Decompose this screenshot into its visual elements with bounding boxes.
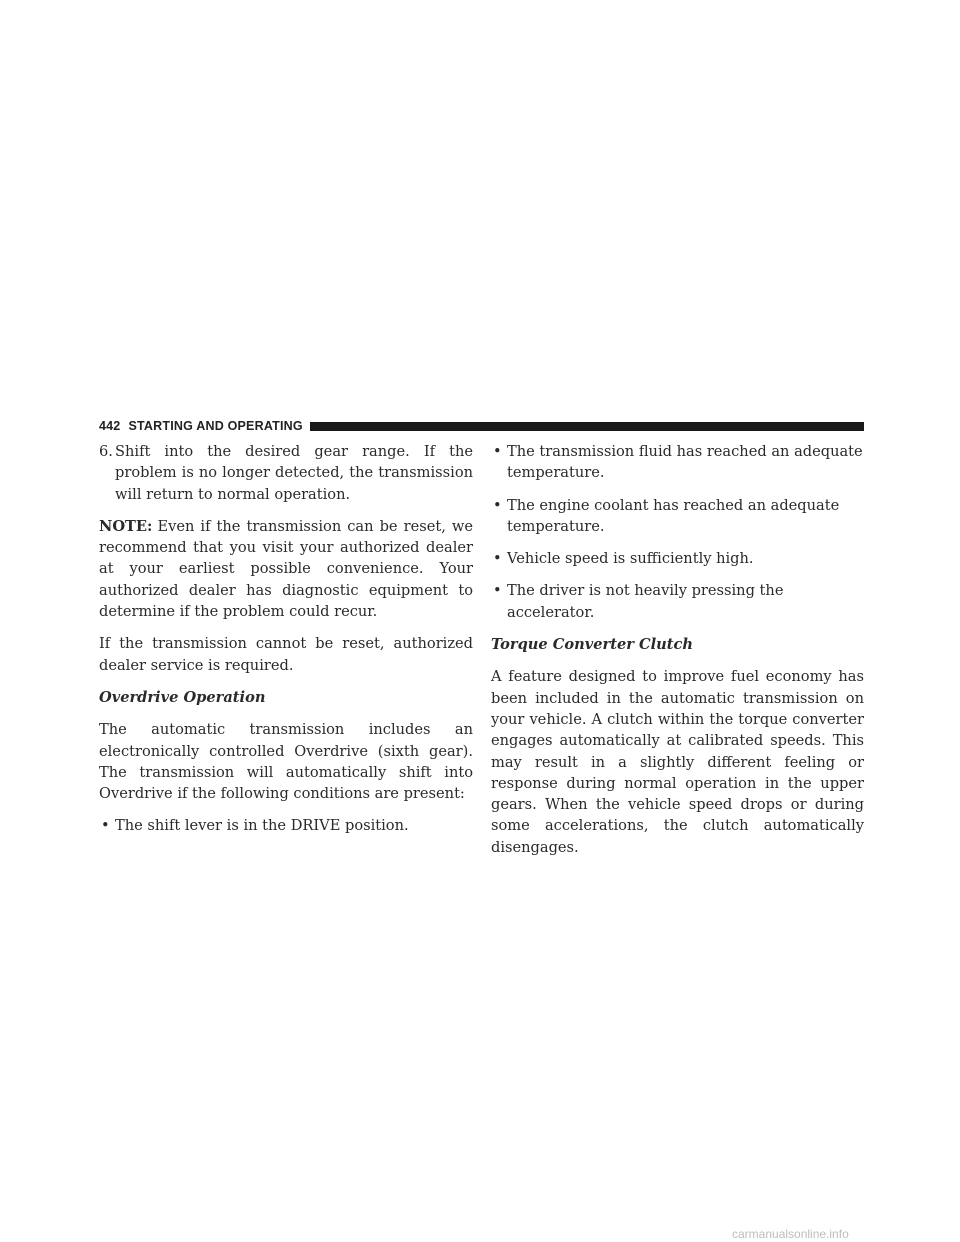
step-number: 6. xyxy=(99,443,113,460)
left-column xyxy=(99,441,473,848)
bullet-item xyxy=(99,815,473,836)
reset-paragraph: If the transmission cannot be reset, authorized dealer service is required. xyxy=(99,635,473,674)
overdrive-paragraph: The automatic transmission includes an electronically controlled Overdrive (sixth gear). The transmission will automatically shift into Overdrive if the following conditions are present: xyxy=(99,721,473,803)
bullet-item xyxy=(491,580,864,623)
note-paragraph xyxy=(99,516,473,622)
bullet-text: The engine coolant has reached an adequate temperature. xyxy=(507,496,840,535)
bullet-icon: • xyxy=(493,550,502,568)
bullet-text: Vehicle speed is sufficiently high. xyxy=(507,550,754,568)
bullet-item xyxy=(491,495,864,538)
bullet-icon: • xyxy=(101,817,110,835)
overdrive-heading: Overdrive Operation xyxy=(99,688,266,706)
bullet-item xyxy=(491,441,864,484)
page-header xyxy=(99,418,864,434)
torque-converter-paragraph: A feature designed to improve fuel economy has been included in the automatic transmission on your vehicle. A clutch within the torque converter engages automatically at calibrated speeds. This may result in a slightly different feeling or response during normal operation in the upper gears. When the vehicle speed drops or during some accelerations, the clutch automatically disengages. xyxy=(491,668,864,856)
note-label: NOTE: xyxy=(99,517,153,535)
header-rule xyxy=(310,422,864,431)
torque-converter-heading: Torque Converter Clutch xyxy=(491,636,694,654)
section-title: STARTING AND OPERATING xyxy=(128,419,303,433)
step-text: Shift into the desired gear range. If the problem is no longer detected, the transmission will return to normal operation. xyxy=(115,443,473,503)
right-column xyxy=(491,441,864,869)
watermark-link[interactable]: carmanualsonline.info xyxy=(732,1227,849,1241)
step-6 xyxy=(99,441,473,505)
bullet-icon: • xyxy=(493,443,502,460)
bullet-icon: • xyxy=(493,582,502,600)
bullet-text: The transmission fluid has reached an adequate temperature. xyxy=(507,443,863,482)
page-number: 442 xyxy=(99,419,121,433)
note-text: Even if the transmission can be reset, we recommend that you visit your authorized dealer at your earliest possible convenience. Your authorized dealer has diagnostic equipment to determine if the problem could recur. xyxy=(99,517,473,621)
bullet-item xyxy=(491,548,864,569)
bullet-text: The driver is not heavily pressing the accelerator. xyxy=(507,582,784,621)
bullet-icon: • xyxy=(493,496,502,514)
bullet-text: The shift lever is in the DRIVE position. xyxy=(115,817,409,835)
